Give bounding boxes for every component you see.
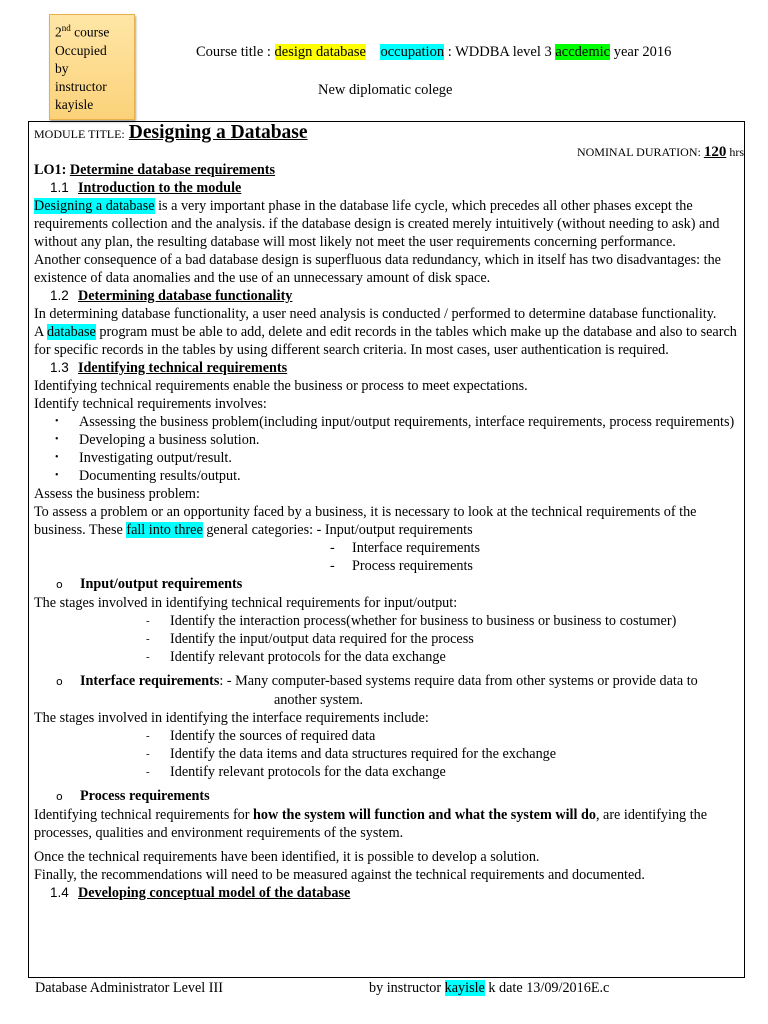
- module-content: [34, 124, 744, 902]
- section-1-1-para-1: Designing a database is a very important phase in the database life cycle, which precedes all other phases except the requirements collection and the analysis. if the database design is created merely intuitively (without needing to ask) and without any plan, the resulting database will most likely not meet the user requirements concerning performance.: [34, 198, 720, 250]
- section-1-1-para-2: Another consequence of a bad database design is superfluous data redundancy, which in itself has two disadvantages: the existence of data anomalies and the use of an unnecessary amount of disk space.: [34, 252, 721, 286]
- footer-right: by instructor kayisle k date 13/09/2016E.c: [369, 980, 610, 996]
- academic-highlight: accdemic: [555, 44, 611, 60]
- list-item: - Identify the input/output data required for the process: [146, 631, 474, 647]
- occupation-highlight: occupation: [380, 44, 445, 60]
- io-list: [34, 612, 744, 666]
- page-footer: [35, 980, 735, 997]
- nominal-duration: NOMINAL DURATION: 120 hrs: [576, 144, 744, 160]
- list-item: - Identify relevant protocols for the data exchange: [146, 764, 446, 780]
- process-para: Identifying technical requirements for how the system will function and what the system will do, are identifying the processes, qualities and environment requirements of the system.: [34, 807, 708, 841]
- interface-intro: The stages involved in identifying the interface requirements include:: [34, 710, 429, 726]
- list-item: - Identify the sources of required data: [146, 728, 376, 744]
- assess-heading: Assess the business problem:: [34, 486, 200, 502]
- sticky-line-1: 2nd course: [55, 23, 110, 40]
- course-header: Course title : design database occupation : WDDBA level 3 accdemic year 2016: [196, 44, 672, 60]
- sticky-line-4: instructor: [55, 78, 107, 94]
- list-item: - Identify relevant protocols for the data exchange: [146, 649, 446, 665]
- io-heading: o Input/output requirements: [56, 576, 243, 592]
- category-process: - Process requirements: [330, 558, 473, 574]
- sticky-line-2: Occupied: [55, 42, 107, 58]
- list-item: • Investigating output/result.: [55, 450, 232, 466]
- interface-desc-cont: another system.: [274, 692, 364, 708]
- sticky-line-5: kayisle: [55, 96, 94, 112]
- list-item: - Identify the interaction process(whether for business to business or business to costumer): [146, 613, 677, 629]
- lo1-heading: LO1: Determine database requirements: [34, 162, 276, 178]
- section-1-3-para-1: Identifying technical requirements enable the business or process to meet expectations.: [34, 378, 528, 394]
- college-name: New diplomatic colege: [318, 82, 453, 98]
- list-item: - Identify the data items and data structures required for the exchange: [146, 746, 557, 762]
- sticky-note: [49, 14, 135, 120]
- io-intro: The stages involved in identifying technical requirements for input/output:: [34, 595, 458, 611]
- final-para-2: Finally, the recommendations will need to be measured against the technical requirements and documented.: [34, 867, 645, 883]
- section-1-1-heading: 1.1 Introduction to the module: [50, 180, 242, 196]
- course-title-highlight: design database: [274, 44, 366, 60]
- list-item: • Assessing the business problem(including input/output requirements, interface requirements, process requirements): [55, 414, 735, 430]
- list-item: • Developing a business solution.: [55, 432, 260, 448]
- section-1-3-para-2: Identify technical requirements involves:: [34, 396, 267, 412]
- assess-para: To assess a problem or an opportunity faced by a business, it is necessary to look at the technical requirements of the business. These fall into three general categories: - Input/output requirements: [34, 504, 697, 538]
- process-heading: o Process requirements: [56, 788, 210, 804]
- sticky-line-3: by: [55, 60, 69, 76]
- module-title-line: MODULE TITLE: Designing a Database: [34, 122, 308, 143]
- section-1-3-heading: 1.3 Identifying technical requirements: [50, 360, 288, 376]
- section-1-2-para-2: A database program must be able to add, delete and edit records in the tables which make up the database and also to search for specific records in the tables by using different search criteria. In most cases, user authentication is required.: [34, 324, 737, 358]
- section-1-2-para-1: In determining database functionality, a user need analysis is conducted / performed to determine database functionality.: [34, 306, 717, 322]
- section-1-2-heading: 1.2 Determining database functionality: [50, 288, 293, 304]
- category-interface: - Interface requirements: [330, 540, 481, 556]
- module-title: Designing a Database: [128, 122, 308, 143]
- section-1-4-heading: 1.4 Developing conceptual model of the database: [50, 885, 351, 901]
- list-item: • Documenting results/output.: [55, 468, 241, 484]
- interface-list: [34, 727, 744, 781]
- final-para-1: Once the technical requirements have been identified, it is possible to develop a solution.: [34, 849, 540, 865]
- footer-left: Database Administrator Level III: [35, 980, 223, 996]
- interface-heading: o Interface requirements: - Many computer-based systems require data from other systems or provide data to: [56, 673, 698, 689]
- technical-requirements-list: [34, 413, 744, 485]
